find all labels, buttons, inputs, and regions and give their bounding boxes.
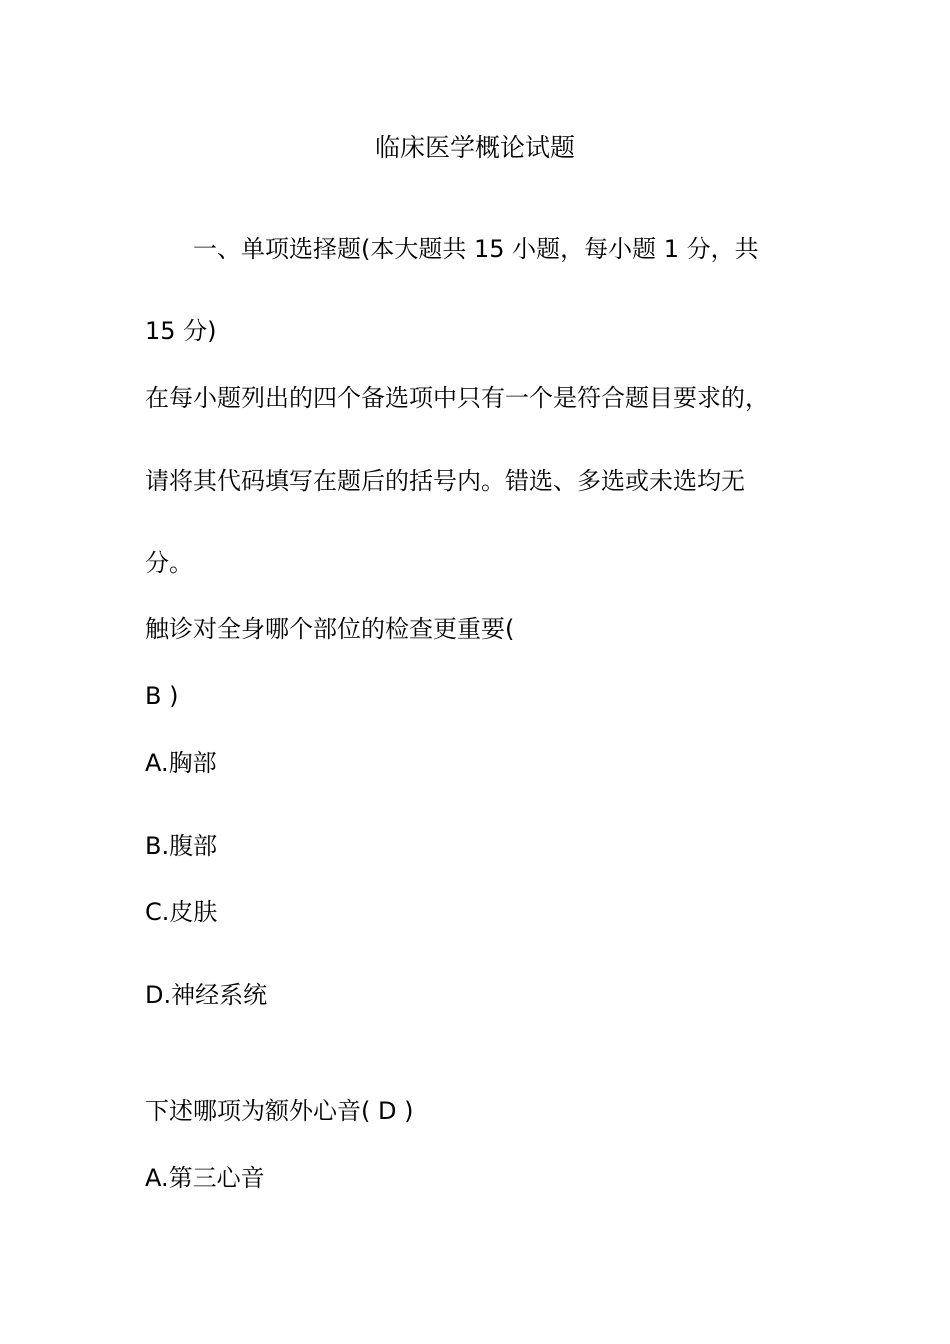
section-heading-line2: 15 分) — [145, 317, 217, 345]
section-heading-line1: 一、单项选择题(本大题共 15 小题，每小题 1 分，共 — [193, 235, 759, 263]
question-1-answer: B ) — [145, 682, 179, 710]
instruction-line1: 在每小题列出的四个备选项中只有一个是符合题目要求的， — [145, 384, 769, 412]
question-2-stem: 下述哪项为额外心音( D ) — [145, 1097, 414, 1125]
question-1-option-a: A.胸部 — [145, 749, 217, 777]
document-title: 临床医学概论试题 — [374, 133, 575, 162]
question-1-option-c: C.皮肤 — [145, 898, 218, 926]
instruction-line3: 分。 — [145, 549, 193, 577]
question-2-option-a: A.第三心音 — [145, 1164, 265, 1192]
question-1-option-d: D.神经系统 — [145, 981, 268, 1009]
question-1-option-b: B.腹部 — [145, 832, 218, 860]
question-1-stem: 触诊对全身哪个部位的检查更重要( — [145, 615, 515, 643]
instruction-line2: 请将其代码填写在题后的括号内。错选、多选或未选均无 — [145, 467, 745, 495]
